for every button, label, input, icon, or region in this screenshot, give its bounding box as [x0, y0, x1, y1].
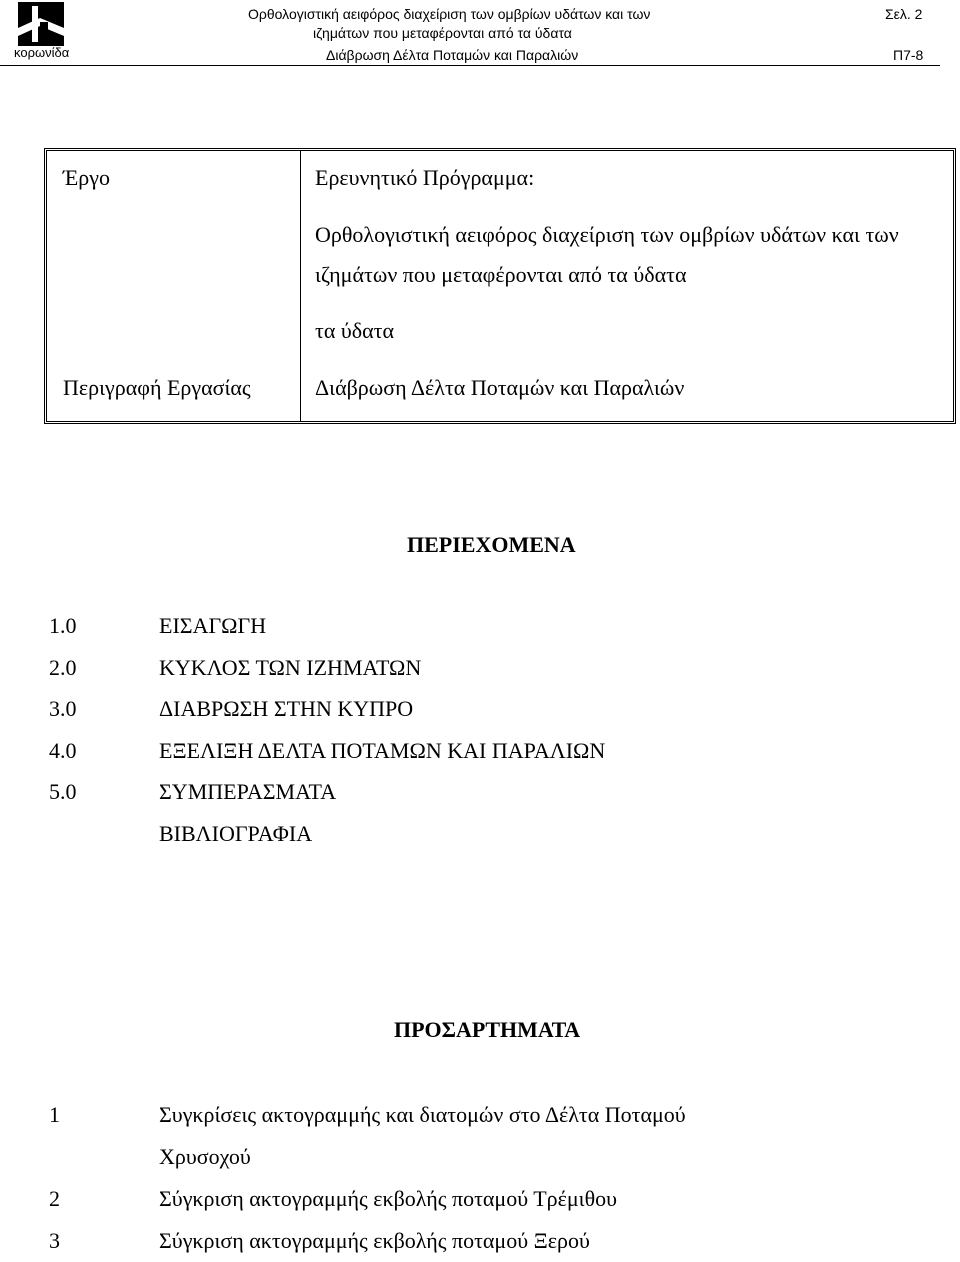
appendices-list	[49, 1094, 686, 1262]
toc-item-title: ΚΥΚΛΟΣ ΤΩΝ ΙΖΗΜΑΤΩΝ	[159, 654, 422, 680]
table-column-divider	[300, 151, 301, 421]
appendix-item	[49, 1178, 686, 1220]
appendix-title-line1: Σύγκριση ακτογραμμής εκβολής ποταμού Τρέμιθου	[159, 1186, 618, 1211]
toc-item-number: 3.0	[49, 696, 77, 722]
toc-item-title: ΔΙΑΒΡΩΣΗ ΣΤΗΝ ΚΥΠΡΟ	[159, 696, 414, 722]
header-subtitle: Διάβρωση Δέλτα Ποταμών και Παραλιών	[326, 47, 579, 63]
toc-item-number: 5.0	[49, 779, 77, 805]
toc-item-number: 1.0	[49, 613, 77, 638]
page-number: Σελ. 2	[885, 6, 923, 22]
toc-item-number: 4.0	[49, 737, 77, 763]
toc-item-title: ΒΙΒΛΙΟΓΡΑΦΙΑ	[159, 820, 313, 846]
appendix-item	[49, 1220, 686, 1262]
toc-item-number: 2.0	[49, 654, 77, 680]
description-value: Διάβρωση Δέλτα Ποταμών και Παραλιών	[315, 375, 685, 400]
project-line4: τα ύδατα	[315, 318, 395, 343]
toc-item-title: ΕΙΣΑΓΩΓΗ	[159, 613, 267, 638]
project-line1: Ερευνητικό Πρόγραμμα:	[315, 165, 535, 190]
contents-title: ΠΕΡΙΕΧΟΜΕΝΑ	[407, 532, 576, 557]
appendix-number: 3	[49, 1228, 60, 1253]
document-code: Π7-8	[893, 47, 924, 63]
toc-item-title: ΕΞΕΛΙΞΗ ΔΕΛΤΑ ΠΟΤΑΜΩΝ ΚΑΙ ΠΑΡΑΛΙΩΝ	[159, 737, 606, 763]
header-rule	[0, 65, 940, 66]
project-line3: ιζημάτων που μεταφέρονται από τα ύδατα	[315, 262, 687, 287]
project-info-table	[44, 148, 956, 424]
header-title-line2: ιζημάτων που μεταφέρονται από τα ύδατα	[313, 25, 572, 41]
project-line2: Ορθολογιστική αειφόρος διαχείριση των ομβρίων υδάτων και των	[315, 222, 899, 247]
toc-item-title: ΣΥΜΠΕΡΑΣΜΑΤΑ	[159, 779, 337, 805]
appendix-number: 1	[49, 1102, 60, 1127]
description-label: Περιγραφή Εργασίας	[63, 375, 251, 400]
header-title-line1: Ορθολογιστική αειφόρος διαχείριση των ομβρίων υδάτων και των	[248, 6, 651, 22]
appendix-title-line1: Συγκρίσεις ακτογραμμής και διατομών στο Δέλτα Ποταμού	[159, 1102, 686, 1127]
appendix-item	[49, 1094, 686, 1178]
logo-text: κορωνίδα	[14, 45, 70, 60]
appendix-number: 2	[49, 1186, 60, 1211]
appendices-title: ΠΡΟΣΑΡΤΗΜΑΤΑ	[394, 1017, 581, 1042]
appendix-title-line1: Σύγκριση ακτογραμμής εκβολής ποταμού Ξερού	[159, 1228, 590, 1253]
koronida-logo-icon	[18, 2, 64, 46]
appendix-title-line2: Χρυσοχού	[159, 1144, 251, 1169]
project-label: Έργο	[63, 165, 110, 190]
